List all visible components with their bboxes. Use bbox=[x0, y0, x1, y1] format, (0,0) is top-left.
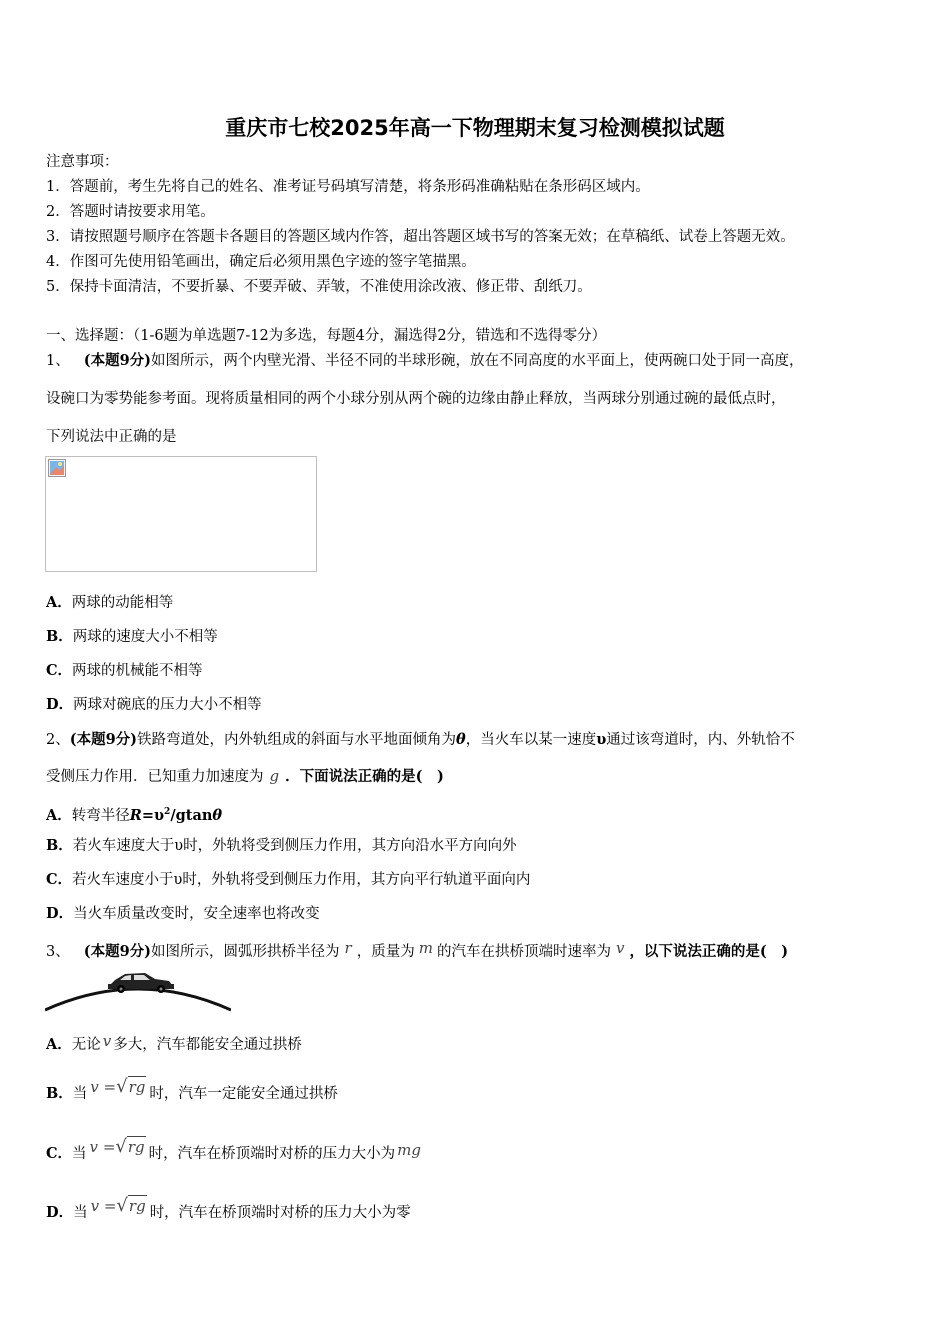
q2-option-b: B．若火车速度大于υ时，外轨将受到侧压力作用，其方向沿水平方向向外 bbox=[46, 837, 517, 854]
q1-option-a: A．两球的动能相等 bbox=[46, 594, 174, 611]
q1-tag: (本题9分) bbox=[83, 352, 152, 369]
q2-tag: (本题9分) bbox=[69, 731, 138, 748]
v-symbol: v bbox=[615, 939, 625, 957]
q1-option-d: D．两球对碗底的压力大小不相等 bbox=[46, 696, 262, 713]
arch-bridge-figure bbox=[45, 966, 231, 1012]
q1-text-1: 如图所示，两个内壁光滑、半径不同的半球形碗，放在不同高度的水平面上，使两碗口处于同一高度， bbox=[151, 353, 804, 369]
g-symbol: g bbox=[269, 767, 280, 785]
notice-item-2: 2．答题时请按要求用笔。 bbox=[46, 204, 215, 220]
q2-line-2: 受侧压力作用．已知重力加速度为 g ．下面说法正确的是( ) bbox=[46, 767, 444, 785]
theta-symbol: θ bbox=[456, 731, 466, 748]
section-heading: 一、选择题：（1-6题为单选题7-12为多选，每题4分，漏选得2分，错选和不选得零分） bbox=[46, 328, 607, 344]
q3-tag: (本题9分) bbox=[83, 943, 152, 960]
page-title: 重庆市七校2025年高一下物理期末复习检测模拟试题 bbox=[225, 116, 725, 140]
q1-line-2: 设碗口为零势能参考面。现将质量相同的两个小球分别从两个碗的边缘由静止释放，当两球分别通过碗的最低点时， bbox=[46, 391, 786, 407]
r-symbol: r bbox=[344, 939, 352, 957]
q1-number: 1、 bbox=[46, 353, 70, 369]
q1-option-b: B．两球的速度大小不相等 bbox=[46, 628, 218, 645]
q2-number: 2、 bbox=[46, 732, 70, 748]
notice-item-5: 5．保持卡面清洁，不要折暴、不要弄破、弄皱，不准使用涂改液、修正带、刮纸刀。 bbox=[46, 279, 592, 295]
q3-option-c: C．当 v =√rg 时，汽车在桥顶端时对桥的压力大小为 mg bbox=[46, 1136, 421, 1162]
notice-item-4: 4．作图可先使用铅笔画出，确定后必须用黑色字迹的签字笔描黑。 bbox=[46, 254, 476, 270]
v-symbol: υ bbox=[596, 731, 607, 748]
q3-option-b: B．当 v =√rg 时，汽车一定能安全通过拱桥 bbox=[46, 1076, 338, 1102]
q3-option-d: D．当 v =√rg 时，汽车在桥顶端时对桥的压力大小为零 bbox=[46, 1195, 411, 1221]
mg-symbol: mg bbox=[397, 1141, 421, 1159]
q3-option-a: A．无论 v 多大，汽车都能安全通过拱桥 bbox=[46, 1032, 302, 1053]
q2-option-c: C．若火车速度小于υ时，外轨将受到侧压力作用，其方向平行轨道平面向内 bbox=[46, 871, 531, 888]
notice-heading: 注意事项： bbox=[46, 154, 119, 170]
q1-option-c: C．两球的机械能不相等 bbox=[46, 662, 203, 679]
q2-option-a: A．转弯半径$R=\upsilon^2$/gtanθ bbox=[46, 806, 223, 824]
formula-v-eq-sqrt-rg: v =√rg bbox=[89, 1136, 145, 1157]
q3-line-1: 3、 (本题9分)如图所示，圆弧形拱桥半径为 r ，质量为 m 的汽车在拱桥顶端时速率为 v ，以下说法正确的是( ) bbox=[46, 939, 789, 960]
q1-line-3: 下列说法中正确的是 bbox=[46, 429, 177, 445]
m-symbol: m bbox=[418, 939, 433, 957]
q3-number: 3、 bbox=[46, 944, 70, 960]
notice-item-1: 1．答题前，考生先将自己的姓名、准考证号码填写清楚，将条形码准确粘贴在条形码区域内。 bbox=[46, 179, 650, 195]
q2-line-1: 2、(本题9分)铁路弯道处，内外轨组成的斜面与水平地面倾角为θ，当火车以某一速度υ通过该弯道时，内、外轨恰不 bbox=[46, 731, 795, 748]
formula-v-eq-sqrt-rg: v =√rg bbox=[90, 1195, 146, 1216]
bridge-arc bbox=[45, 989, 231, 1010]
q1-line-1 bbox=[46, 351, 804, 371]
formula-v-eq-sqrt-rg: v =√rg bbox=[90, 1076, 146, 1097]
notice-item-3: 3．请按照题号顺序在答题卡各题目的答题区域内作答，超出答题区域书写的答案无效；在草稿纸、试卷上答题无效。 bbox=[46, 229, 795, 245]
broken-image-icon bbox=[48, 459, 66, 477]
q1-figure-placeholder bbox=[45, 456, 317, 572]
q2-option-d: D．当火车质量改变时，安全速率也将改变 bbox=[46, 905, 320, 922]
